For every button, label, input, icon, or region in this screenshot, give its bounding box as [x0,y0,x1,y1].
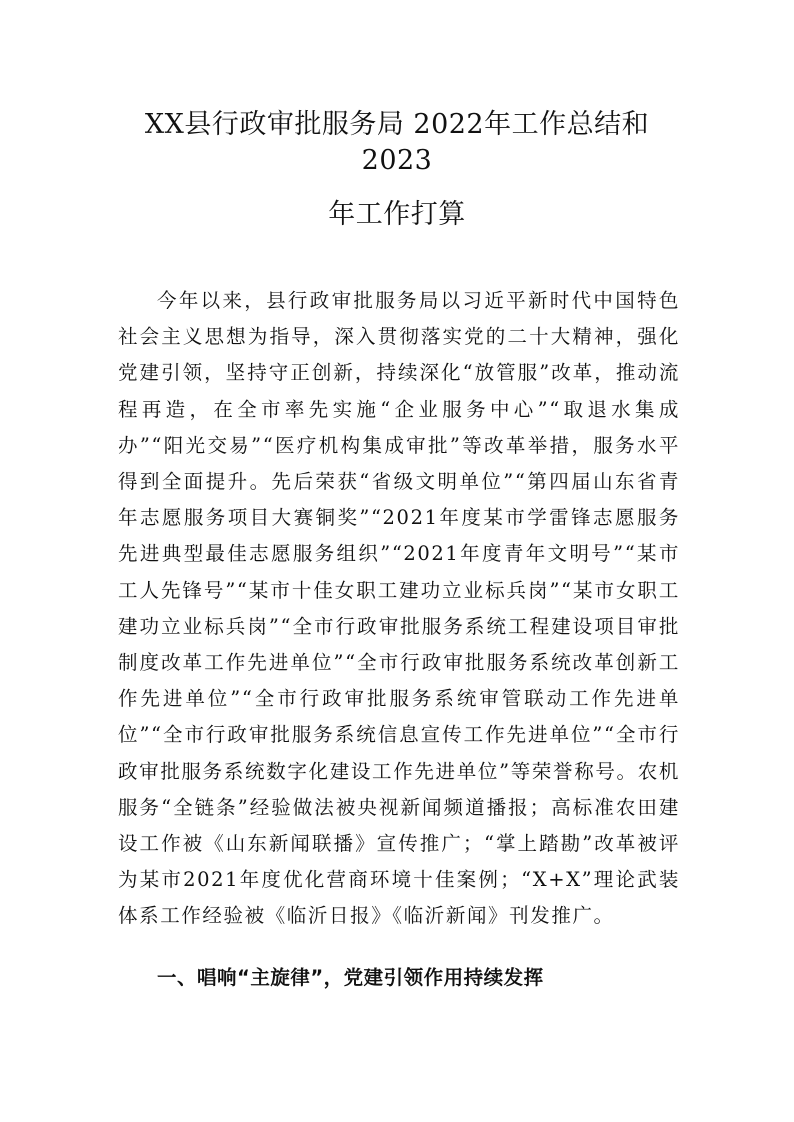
document-title-line-3: 年工作打算 [328,199,466,230]
document-title-line-1: XX县行政审批服务局 2022年工作总结和 [144,109,650,140]
section-1-heading: 一、唱响“主旋律”，党建引领作用持续发挥 [157,966,544,989]
document-title-line-2: 2023 [361,145,433,176]
intro-paragraph: 今年以来，县行政审批服务局以习近平新时代中国特色社会主义思想为指导，深入贯彻落实党的二十大精神，强化党建引领，坚持守正创新，持续深化“放管服”改革，推动流程再造，在全市率先实施“企业服务中心”“取退水集成办”“阳光交易”“医疗机构集成审批”等改革举措，服务水平得到全面提升。先后荣获“省级文明单位”“第四届山东省青年志愿服务项目大赛铜奖”“2021年度某市学雷锋志愿服务先进典型最佳志愿服务组织”“2021年度青年文明号”“某市工人先锋号”“某市十佳女职工建功立业标兵岗”“某市女职工建功立业标兵岗”“全市行政审批服务系统工程建设项目审批制度改革工作先进单位”“全市行政审批服务系统改革创新工作先进单位”“全市行政审批服务系统审管联动工作先进单位”“全市行政审批服务系统信息宣传工作先进单位”“全市行政审批服务系统数字化建设工作先进单位”等荣誉称号。农机服务“全链条”经验做法被央视新闻频道播报；高标准农田建设工作被《山东新闻联播》宣传推广；“掌上踏勘”改革被评为某市2021年度优化营商环境十佳案例；“X+X”理论武装体系工作经验被《临沂日报》《临沂新闻》刊发推广。 [118,289,680,928]
